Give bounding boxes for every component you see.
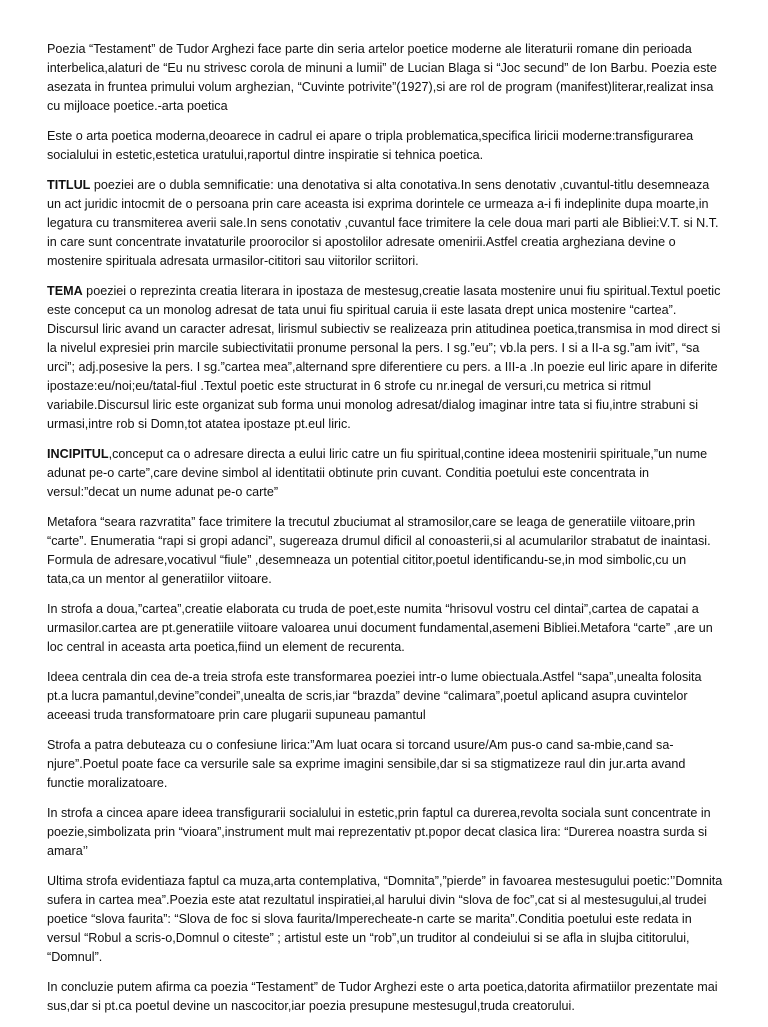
paragraph-modern-art xyxy=(47,127,723,165)
paragraph-lead: INCIPITUL xyxy=(47,447,109,461)
paragraph-text: Poezia “Testament” de Tudor Arghezi face parte din seria artelor poetice moderne ale literaturii romane din perioada interbelica,alaturi de “Eu nu strivesc corola de minuni a lumii” de Lucian Blaga si “Joc secund” de Ion Barbu. Poezia este asezata in fruntea primului volum arghezian, “Cuvinte potrivite”(1927),si are rol de program (manifest)literar,realizat insa cu mijloace poetice.-arta poetica xyxy=(47,42,717,113)
paragraph-text: Strofa a patra debuteaza cu o confesiune lirica:”Am luat ocara si torcand usure/Am pus-o cand sa-mbie,cand sa-njure”.Poetul poate face ca versurile sale sa exprime imagini sensibile,dar si sa stigmatizeze raul din jur.arta avand functie moralizatoare. xyxy=(47,738,686,790)
paragraph-theme xyxy=(47,282,723,434)
paragraph-intro xyxy=(47,40,723,116)
paragraph-strofa-treia xyxy=(47,668,723,725)
paragraph-strofa-cincea xyxy=(47,804,723,861)
paragraph-text: In strofa a cincea apare ideea transfigurarii socialului in estetic,prin faptul ca durerea,revolta sociala sunt concentrate in poezie,simbolizata prin “vioara”,instrument mult mai reprezentativ pt.popor decat clasica lira: “Durerea noastra surda si amara’’ xyxy=(47,806,711,858)
paragraph-strofa-patra xyxy=(47,736,723,793)
paragraph-text: Metafora “seara razvratita” face trimitere la trecutul zbuciumat al stramosilor,care se leaga de generatiile viitoare,prin “carte”. Enumeratia “rapi si gropi adanci”, sugereaza drumul dificil al conoasterii,si al acumularilor strabatut de inaintasi. Formula de adresare,vocativul “fiule” ,desemneaza un potential cititor,poetul identificandu-se,in mod simbolic,cu un tata,ca un mentor al generatiilor viitoare. xyxy=(47,515,711,586)
paragraph-text: Ultima strofa evidentiaza faptul ca muza,arta contemplativa, “Domnita”,”pierde” in favoarea mestesugului poetic:’’Domnita sufera in cartea mea”.Poezia este atat rezultatul inspiratiei,al harului divin “slova de foc”,cat si al mestesugului,al trudei poetice “slova faurita”: “Slova de foc si slova faurita/Imperecheate-n carte se marita”.Conditia poetului este redata in versul “Robul a scris-o,Domnul o citeste” ; artistul este un “rob”,un truditor al condeiului si se afla in slujba cititorului, “Domnul”. xyxy=(47,874,723,964)
paragraph-metaphor xyxy=(47,513,723,589)
paragraph-text: ,conceput ca o adresare directa a eului liric catre un fiu spiritual,contine ideea mostenirii spirituale,”un nume adunat pe-o carte”,care devine simbol al identitatii obtinute prin cuvant. Conditia poetului este concentrata in versul:”decat un nume adunat pe-o carte” xyxy=(47,447,708,499)
paragraph-text: poeziei are o dubla semnificatie: una denotativa si alta conotativa.In sens denotativ ,cuvantul-titlu desemneaza un act juridic intocmit de o persoana prin care aceasta isi exprima dorintele ce urmeaza a-i fi indeplinite dupa moarte,in legatura cu transmiterea averii sale.In sens conotativ ,cuvantul face trimitere la cele doua mari parti ale Bibliei:V.T. si N.T. in care sunt concentrate invataturile proorocilor si apostolilor adresate omenirii.Astfel creatia argheziana devine o mostenire spirituala adresata urmasilor-cititori sau viitorilor scriitori. xyxy=(47,178,719,268)
paragraph-text: poeziei o reprezinta creatia literara in ipostaza de mestesug,creatie lasata mostenire unui fiu spiritual.Textul poetic este conceput ca un monolog adresat de tata unui fiu spiritual caruia ii este lasata drept unica mostenire “cartea”. Discursul liric avand un caracter adresat, lirismul subiectiv se realizeaza prin atitudinea poetica,transmisa in mod direct si la nivelul expresiei prin marcile subiectivitatii pronume personal la pers. I sg.”eu”; vb.la pers. I si a II-a sg.”am ivit”, “sa urci”; adj.posesive la pers. I sg.”cartea mea”,alternand spre diferentiere cu pers. a III-a .In poezie eul liric apare in diferite ipostaze:eu/noi;eu/tatal-fiul .Textul poetic este structurat in 6 strofe cu nr.inegal de versuri,cu metrica si ritmul variabile.Discursul liric este organizat sub forma unui monolog adresat/dialog imaginar intre tata si fiu,intre strabuni si urmasi,intre rob si Domn,tot atatea ipostaze pt.eul liric. xyxy=(47,284,721,431)
paragraph-lead: TEMA xyxy=(47,284,83,298)
paragraph-ultima-strofa xyxy=(47,872,723,967)
paragraph-incipit xyxy=(47,445,723,502)
paragraph-strofa-doua xyxy=(47,600,723,657)
paragraph-text: In concluzie putem afirma ca poezia “Testament” de Tudor Arghezi este o arta poetica,datorita afirmatiilor prezentate mai sus,dar si pt.ca poetul devine un nascocitor,iar poezia presupune mestesugul,truda creatorului. xyxy=(47,980,718,1013)
paragraph-text: Ideea centrala din cea de-a treia strofa este transformarea poeziei intr-o lume obiectuala.Astfel “sapa”,unealta folosita pt.a lucra pamantul,devine”condei”,unealta de scris,iar “brazda” devine “calimara”,poetul aplicand asupra cuvintelor aceeasi truda transformatoare prin care plugarii supuneau pamantul xyxy=(47,670,702,722)
paragraph-text: In strofa a doua,”cartea”,creatie elaborata cu truda de poet,este numita “hrisovul vostru cel dintai”,cartea de capatai a urmasilor.cartea are pt.generatiile viitoare valoarea unui document fundamental,asemeni Bibliei.Metafora “carte” ,are un loc central in aceasta arta poetica,fiind un element de recurenta. xyxy=(47,602,713,654)
paragraph-text: Este o arta poetica moderna,deoarece in cadrul ei apare o tripla problematica,specifica liricii moderne:transfigurarea socialului in estetic,estetica uratului,raportul dintre inspiratie si tehnica poetica. xyxy=(47,129,694,162)
paragraph-lead: TITLUL xyxy=(47,178,91,192)
document-page xyxy=(47,40,723,1027)
paragraph-conclusion xyxy=(47,978,723,1016)
paragraph-title xyxy=(47,176,723,271)
